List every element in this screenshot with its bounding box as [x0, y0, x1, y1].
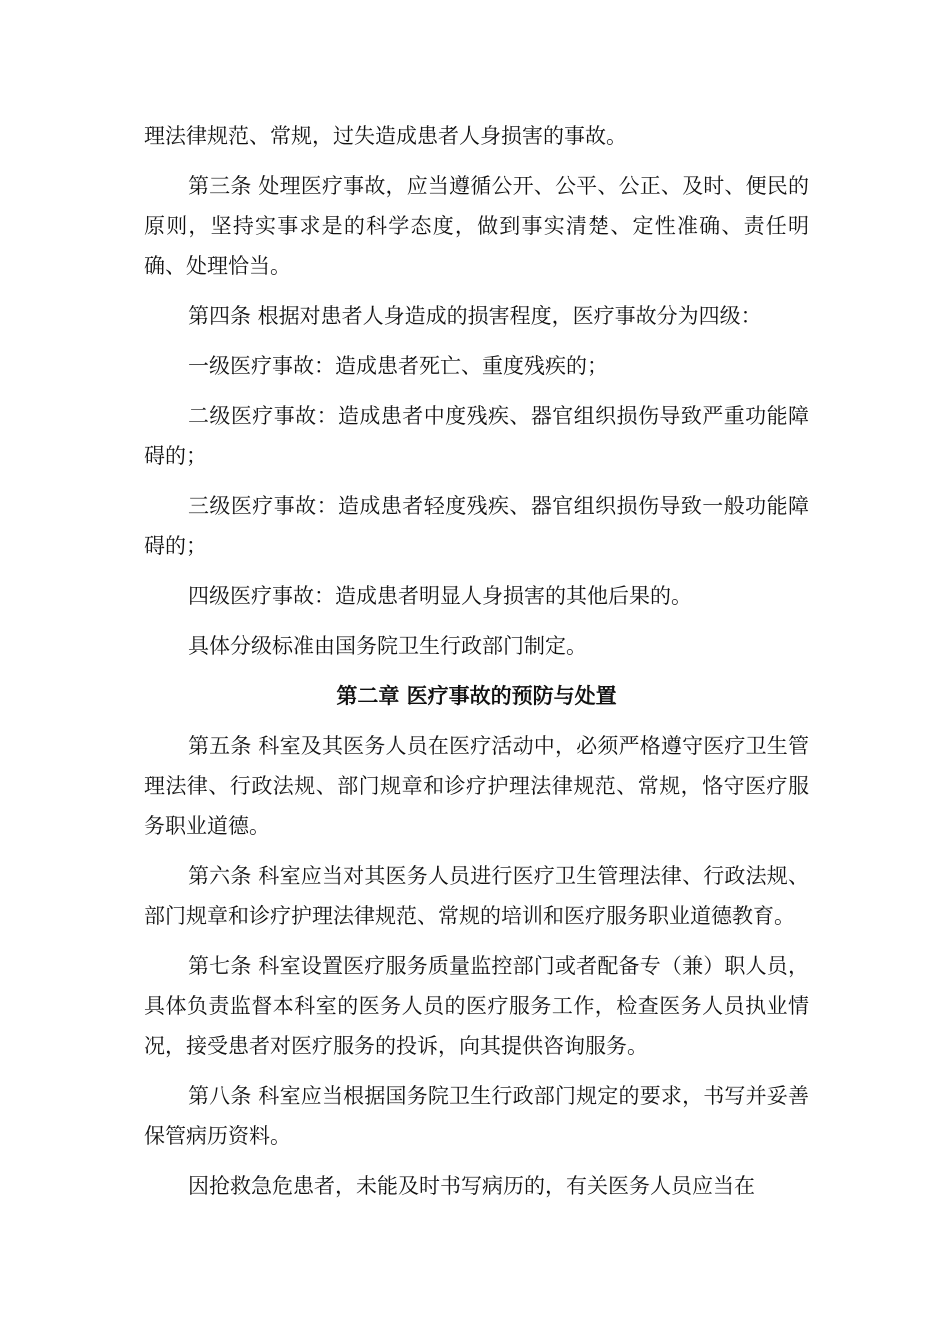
- article-5: 第五条 科室及其医务人员在医疗活动中，必须严格遵守医疗卫生管理法律、行政法规、部门规章和诊疗护理法律规范、常规，恪守医疗服务职业道德。: [144, 734, 809, 838]
- paragraph-emergency-records: 因抢救急危患者，未能及时书写病历的，有关医务人员应当在: [188, 1174, 755, 1198]
- grade-4-item: 四级医疗事故：造成患者明显人身损害的其他后果的。: [188, 584, 692, 608]
- grading-standard-note: 具体分级标准由国务院卫生行政部门制定。: [188, 634, 587, 658]
- article-3: 第三条 处理医疗事故，应当遵循公开、公平、公正、及时、便民的原则，坚持实事求是的科学态度，做到事实清楚、定性准确、责任明确、处理恰当。: [144, 174, 809, 278]
- article-6: 第六条 科室应当对其医务人员进行医疗卫生管理法律、行政法规、部门规章和诊疗护理法律规范、常规的培训和医疗服务职业道德教育。: [144, 864, 809, 928]
- article-7: 第七条 科室设置医疗服务质量监控部门或者配备专（兼）职人员，具体负责监督本科室的医务人员的医疗服务工作，检查医务人员执业情况，接受患者对医疗服务的投诉，向其提供咨询服务。: [144, 954, 809, 1058]
- grade-1-item: 一级医疗事故：造成患者死亡、重度残疾的；: [188, 354, 608, 378]
- paragraph-continuation: 理法律规范、常规，过失造成患者人身损害的事故。: [144, 124, 627, 148]
- chapter-heading: 第二章 医疗事故的预防与处置: [336, 683, 617, 708]
- grade-3-item: 三级医疗事故：造成患者轻度残疾、器官组织损伤导致一般功能障碍的；: [144, 494, 809, 558]
- article-4: 第四条 根据对患者人身造成的损害程度，医疗事故分为四级：: [188, 304, 762, 328]
- grade-2-item: 二级医疗事故：造成患者中度残疾、器官组织损伤导致严重功能障碍的；: [144, 404, 809, 468]
- article-8: 第八条 科室应当根据国务院卫生行政部门规定的要求，书写并妥善保管病历资料。: [144, 1084, 809, 1148]
